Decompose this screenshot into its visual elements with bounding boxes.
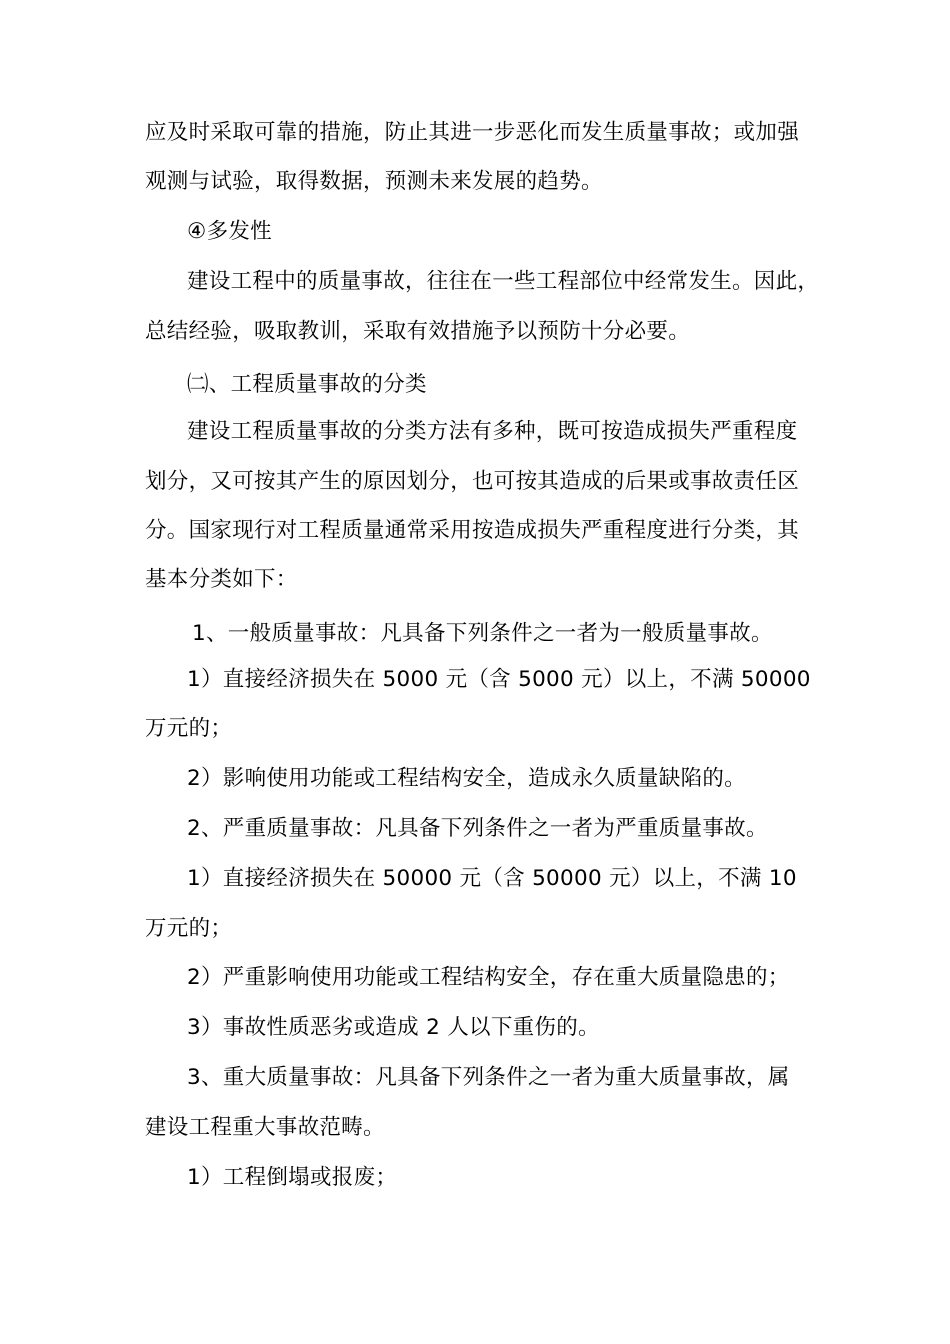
section-heading: ㈡、工程质量事故的分类 — [187, 372, 427, 397]
paragraph-line: 总结经验，吸取教训，采取有效措施予以预防十分必要。 — [145, 319, 691, 344]
section-heading: ④多发性 — [187, 219, 272, 244]
list-item-continuation: 建设工程重大事故范畴。 — [145, 1115, 385, 1140]
list-item-heading: 3、重大质量事故：凡具备下列条件之一者为重大质量事故，属 — [187, 1065, 790, 1090]
list-item: 3）事故性质恶劣或造成 2 人以下重伤的。 — [187, 1015, 600, 1040]
paragraph-line: 建设工程质量事故的分类方法有多种，既可按造成损失严重程度 — [187, 419, 798, 444]
list-item: 1）工程倒塌或报废； — [187, 1165, 398, 1190]
list-item: 2）影响使用功能或工程结构安全，造成永久质量缺陷的。 — [187, 766, 746, 791]
list-item-continuation: 万元的； — [145, 716, 233, 741]
list-item: 1）直接经济损失在 50000 元（含 50000 元）以上，不满 10 — [187, 866, 797, 891]
paragraph-line: 应及时采取可靠的措施，防止其进一步恶化而发生质量事故；或加强 — [145, 120, 800, 145]
paragraph-line: 划分，又可按其产生的原因划分，也可按其造成的后果或事故责任区 — [145, 469, 800, 494]
paragraph-line: 基本分类如下： — [145, 567, 298, 592]
list-item: 1）直接经济损失在 5000 元（含 5000 元）以上，不满 50000 — [187, 667, 811, 692]
list-item-heading: 2、严重质量事故：凡具备下列条件之一者为严重质量事故。 — [187, 816, 768, 841]
paragraph-line: 观测与试验，取得数据，预测未来发展的趋势。 — [145, 169, 603, 194]
list-item: 2）严重影响使用功能或工程结构安全，存在重大质量隐患的； — [187, 965, 790, 990]
list-item-heading: 1、一般质量事故：凡具备下列条件之一者为一般质量事故。 — [192, 621, 773, 646]
paragraph-line: 建设工程中的质量事故，往往在一些工程部位中经常发生。因此， — [187, 269, 820, 294]
list-item-continuation: 万元的； — [145, 916, 233, 941]
paragraph-line: 分。国家现行对工程质量通常采用按造成损失严重程度进行分类，其 — [145, 518, 800, 543]
